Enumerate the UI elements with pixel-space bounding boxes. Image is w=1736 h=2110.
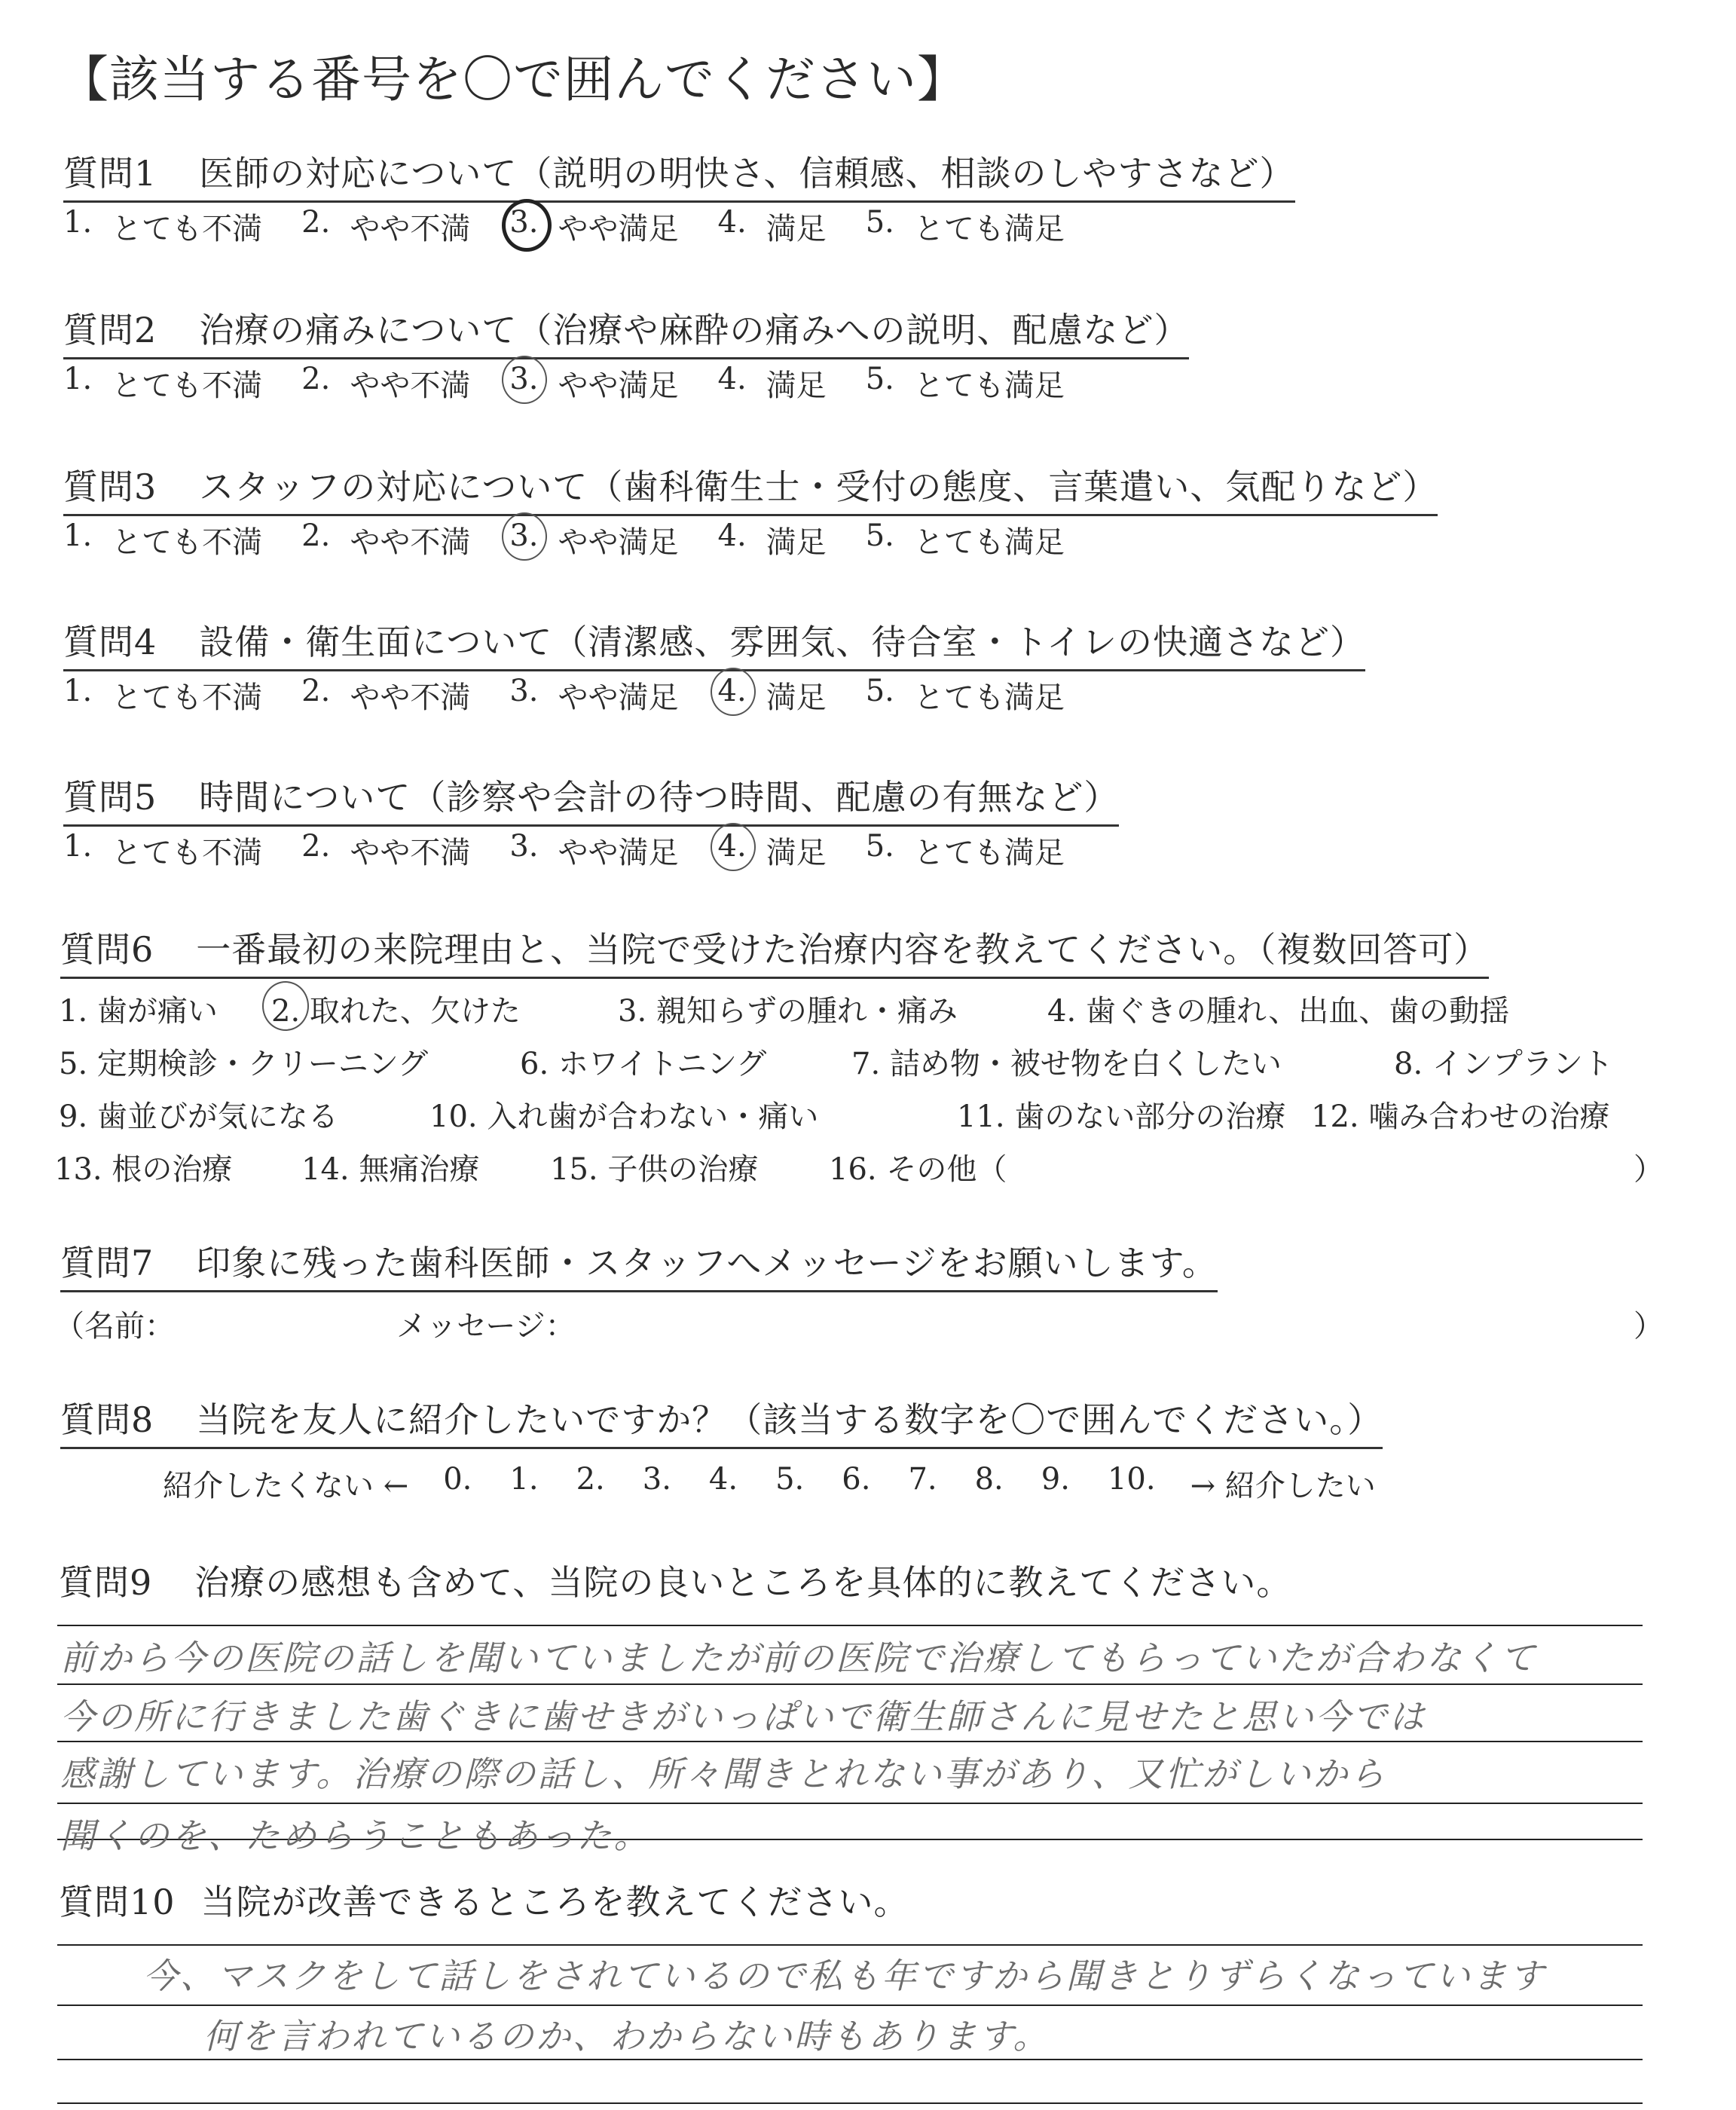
option-number: 2. <box>301 829 331 864</box>
rating-option-2[interactable] <box>301 829 470 872</box>
option-number: 3. <box>509 362 538 405</box>
q9-handwritten-line-4: 聞くのを、ためらうこともあった。 <box>60 1815 651 1856</box>
option-label: とても満足 <box>913 212 1065 246</box>
option-number: 4. <box>717 518 747 553</box>
option-label: 満足 <box>766 680 827 715</box>
option-label: とても満足 <box>913 836 1065 870</box>
option-label: とても不満 <box>112 212 263 246</box>
option-number: 3. <box>509 674 539 708</box>
scale-value-1[interactable]: 1. <box>509 1462 539 1497</box>
option-number: 4. <box>717 205 747 240</box>
rating-option-2[interactable] <box>301 674 470 717</box>
message-label: メッセージ： <box>396 1309 576 1344</box>
question-5-title <box>63 770 1119 827</box>
option-number: 5. <box>865 518 894 553</box>
option-number: 1. <box>63 205 93 240</box>
q10-handwritten-line-1: 今、マスクをして話しをされているので私も年ですから聞きとりずらくなっています <box>143 1956 1546 1996</box>
option-label: やや不満 <box>350 680 471 715</box>
question-8-title <box>60 1393 1383 1449</box>
scale-value-6[interactable]: 6. <box>842 1462 871 1497</box>
question-1-options <box>63 205 1087 248</box>
question-7-title <box>60 1236 1218 1292</box>
option-label: とても不満 <box>112 680 263 715</box>
question-text: 医師の対応について（説明の明快さ、信頼感、相談のしやすさなど） <box>199 153 1295 194</box>
rating-option-4[interactable] <box>718 674 827 717</box>
rating-option-5[interactable] <box>866 518 1065 561</box>
rating-option-5[interactable] <box>866 829 1065 872</box>
option-label: やや満足 <box>558 680 679 715</box>
q6-close-paren: ） <box>1634 1152 1664 1187</box>
q6-option-3[interactable]: 3. 親知らずの腫れ・痛み <box>618 994 958 1029</box>
option-number: 2. <box>301 518 331 553</box>
option-number: 4. <box>718 829 747 872</box>
scale-value-4[interactable]: 4. <box>708 1462 738 1497</box>
scale-value-9[interactable]: 9. <box>1041 1462 1070 1497</box>
option-number: 4. <box>718 674 747 717</box>
option-label: とても不満 <box>112 368 263 403</box>
option-number: 5. <box>865 674 894 708</box>
name-label: （名前： <box>54 1309 175 1344</box>
question-number: 質問10 <box>59 1882 176 1922</box>
option-label: とても満足 <box>913 680 1065 715</box>
q6-option-15[interactable]: 15. 子供の治療 <box>550 1152 759 1187</box>
question-1-title <box>63 146 1295 203</box>
option-label: とても不満 <box>112 836 263 870</box>
rating-option-1[interactable] <box>63 518 262 561</box>
option-number: 3. <box>509 205 538 248</box>
question-text: 治療の痛みについて（治療や麻酔の痛みへの説明、配慮など） <box>199 310 1190 350</box>
answer-rule-line <box>57 1803 1643 1804</box>
option-number: 4. <box>717 362 747 396</box>
option-label: やや不満 <box>350 368 471 403</box>
question-number: 質問8 <box>60 1399 154 1440</box>
q9-handwritten-line-2: 今の所に行きました歯ぐきに歯せきがいっぱいで衛生師さんに見せたと思い今では <box>60 1696 1426 1737</box>
question-text: 当院が改善できるところを教えてください。 <box>200 1882 909 1922</box>
option-number: 2. <box>301 674 331 708</box>
option-label: やや満足 <box>558 836 679 870</box>
q6-option-1[interactable]: 1. 歯が痛い <box>59 994 218 1029</box>
rating-option-1[interactable] <box>63 829 262 872</box>
q6-option-9[interactable]: 9. 歯並びが気になる <box>59 1099 338 1134</box>
question-text: 当院を友人に紹介したいですか？（該当する数字を〇で囲んでください。） <box>196 1399 1383 1440</box>
option-label: やや満足 <box>558 368 679 403</box>
q6-option-10[interactable]: 10. 入れ歯が合わない・痛い <box>429 1099 819 1134</box>
scale-value-0[interactable]: 0. <box>443 1462 472 1497</box>
scale-left-label: 紹介したくない ← <box>163 1469 409 1503</box>
option-number: 1. <box>63 362 93 396</box>
question-3-options <box>63 518 1087 561</box>
q6-option-14[interactable]: 14. 無痛治療 <box>301 1152 480 1187</box>
question-4-options <box>63 674 1087 717</box>
q6-option-11[interactable]: 11. 歯のない部分の治療 <box>957 1099 1286 1134</box>
question-number: 質問7 <box>60 1243 154 1283</box>
question-5-options <box>63 829 1087 872</box>
scale-value-5[interactable]: 5. <box>775 1462 805 1497</box>
scale-value-3[interactable]: 3. <box>642 1462 671 1497</box>
answer-rule-line <box>57 1625 1643 1626</box>
q6-option-13[interactable]: 13. 根の治療 <box>54 1152 233 1187</box>
question-number: 質問5 <box>63 777 157 818</box>
option-label: 満足 <box>766 836 827 870</box>
rating-option-4[interactable] <box>718 829 827 872</box>
selection-circle <box>262 981 309 1031</box>
option-label: とても満足 <box>913 525 1065 560</box>
scale-value-7[interactable]: 7. <box>908 1462 937 1497</box>
question-text: 印象に残った歯科医師・スタッフへメッセージをお願いします。 <box>196 1243 1218 1283</box>
option-number: 3. <box>509 829 539 864</box>
option-number: 2. <box>301 362 331 396</box>
question-2-options <box>63 362 1087 405</box>
option-label: 満足 <box>766 368 827 403</box>
question-text: 時間について（診察や会計の待つ時間、配慮の有無など） <box>199 777 1120 818</box>
q6-option-4[interactable]: 4. 歯ぐきの腫れ、出血、歯の動揺 <box>1047 994 1510 1029</box>
rating-option-4[interactable] <box>718 205 827 248</box>
q6-option-2[interactable]: 2. 取れた、欠けた <box>271 994 521 1029</box>
option-label: やや満足 <box>558 525 679 560</box>
referral-scale <box>163 1462 1376 1505</box>
question-number: 質問9 <box>59 1562 153 1603</box>
rating-option-5[interactable] <box>866 674 1065 717</box>
scale-numbers <box>443 1462 1155 1505</box>
rating-option-5[interactable] <box>866 362 1065 405</box>
question-9-title <box>59 1555 1291 1605</box>
answer-rule-line <box>57 1683 1643 1685</box>
rating-option-4[interactable] <box>718 518 827 561</box>
question-6-title <box>60 922 1489 979</box>
question-text: スタッフの対応について（歯科衛生士・受付の態度、言葉遣い、気配りなど） <box>199 466 1438 507</box>
option-label: やや不満 <box>350 836 471 870</box>
rating-option-1[interactable] <box>63 205 262 248</box>
option-label: やや満足 <box>558 212 679 246</box>
q6-option-12[interactable]: 12. 噛み合わせの治療 <box>1311 1099 1610 1134</box>
option-number: 3. <box>509 518 538 561</box>
q6-option-7[interactable]: 7. 詰め物・被せ物を白くしたい <box>851 1047 1282 1081</box>
scale-right-label: → 紹介したい <box>1190 1469 1376 1503</box>
option-label: やや不満 <box>350 525 471 560</box>
q10-handwritten-line-2: 何を言われているのか、わからない時もあります。 <box>203 2016 1050 2056</box>
question-number: 質問3 <box>63 466 157 507</box>
rating-option-3[interactable] <box>509 518 678 561</box>
rating-option-2[interactable] <box>301 362 470 405</box>
option-number: 2. <box>301 205 331 240</box>
q7-close-paren: ） <box>1634 1309 1664 1344</box>
option-number: 5. <box>865 362 894 396</box>
question-number: 質問4 <box>63 622 157 662</box>
instruction-heading: 【該当する番号を〇で囲んでください】 <box>59 50 967 109</box>
question-10-title <box>59 1875 909 1925</box>
scale-value-10[interactable]: 10. <box>1107 1462 1156 1497</box>
question-text: 治療の感想も含めて、当院の良いところを具体的に教えてください。 <box>194 1562 1292 1603</box>
question-number: 質問1 <box>63 153 157 194</box>
scale-value-2[interactable]: 2. <box>576 1462 605 1497</box>
rating-option-2[interactable] <box>301 518 470 561</box>
answer-rule-line <box>57 2004 1643 2006</box>
rating-option-5[interactable] <box>866 205 1065 248</box>
question-3-title <box>63 460 1438 516</box>
question-number: 質問6 <box>60 929 154 970</box>
question-4-title <box>63 615 1365 671</box>
answer-rule-line <box>57 2102 1643 2104</box>
option-number: 1. <box>63 518 93 553</box>
rating-option-3[interactable] <box>509 362 678 405</box>
question-number: 質問2 <box>63 310 157 350</box>
q6-option-5[interactable]: 5. 定期検診・クリーニング <box>59 1047 429 1081</box>
option-label: やや不満 <box>350 212 471 246</box>
scale-value-8[interactable]: 8. <box>974 1462 1004 1497</box>
q6-option-16[interactable]: 16. その他（ <box>829 1152 1007 1187</box>
question-text: 設備・衛生面について（清潔感、雰囲気、待合室・トイレの快適さなど） <box>199 622 1366 662</box>
option-number: 1. <box>63 674 93 708</box>
question-2-title <box>63 303 1189 359</box>
rating-option-4[interactable] <box>718 362 827 405</box>
option-number: 5. <box>865 829 894 864</box>
rating-option-1[interactable] <box>63 362 262 405</box>
answer-rule-line <box>57 2059 1643 2060</box>
option-number: 1. <box>63 829 93 864</box>
rating-option-3[interactable] <box>509 205 678 248</box>
rating-option-1[interactable] <box>63 674 262 717</box>
q6-option-6[interactable]: 6. ホワイトニング <box>520 1047 767 1081</box>
answer-rule-line <box>57 1944 1643 1946</box>
option-label: 満足 <box>766 525 827 560</box>
rating-option-3[interactable] <box>509 674 678 717</box>
option-label: とても不満 <box>112 525 263 560</box>
q9-handwritten-line-3: 感謝しています。治療の際の話し、所々聞きとれない事があり、又忙がしいから <box>60 1754 1387 1794</box>
rating-option-3[interactable] <box>509 829 678 872</box>
rating-option-2[interactable] <box>301 205 470 248</box>
q6-option-8[interactable]: 8. インプラント <box>1394 1047 1613 1081</box>
answer-rule-line <box>57 1741 1643 1742</box>
option-label: 満足 <box>766 212 827 246</box>
option-label: とても満足 <box>913 368 1065 403</box>
option-number: 5. <box>865 205 894 240</box>
q9-handwritten-line-1: 前から今の医院の話しを聞いていましたが前の医院で治療してもらっていたが合わなくて <box>60 1638 1537 1678</box>
question-text: 一番最初の来院理由と、当院で受けた治療内容を教えてください。（複数回答可） <box>196 929 1490 970</box>
